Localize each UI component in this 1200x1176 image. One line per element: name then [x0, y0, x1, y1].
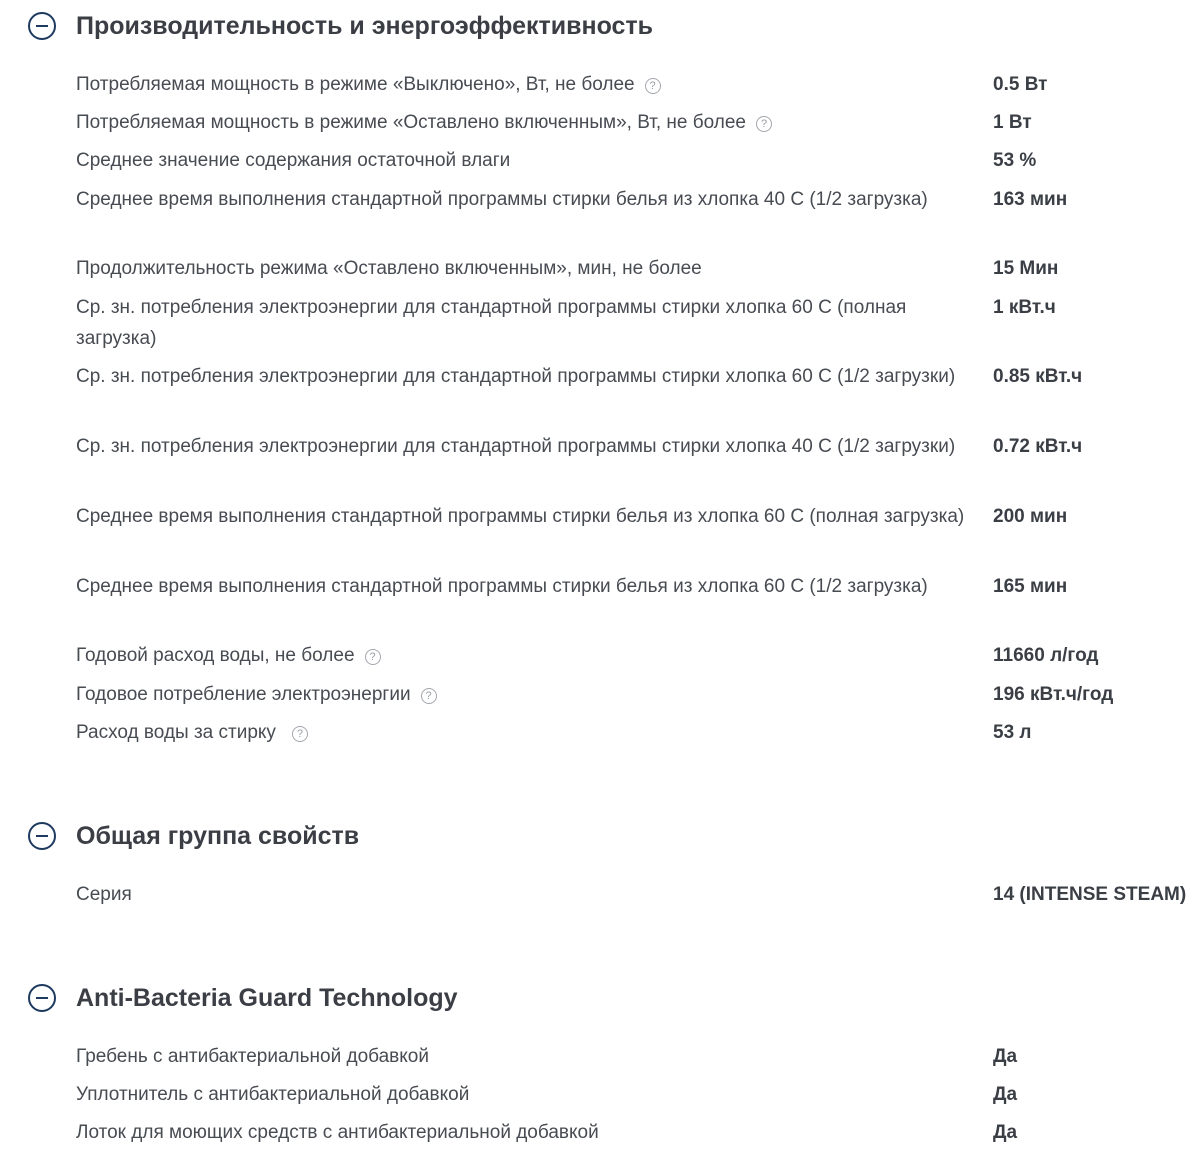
spec-value: Да: [993, 1122, 1018, 1143]
help-question-icon[interactable]: ?: [756, 116, 772, 132]
spec-label: Серия: [76, 884, 132, 905]
help-question-icon[interactable]: ?: [365, 649, 381, 665]
spec-value: 0.72 кВт.ч: [993, 436, 1083, 457]
spec-value: 53 л: [993, 722, 1032, 743]
spec-label: Ср. зн. потребления электроэнергии для стандартной программы стирки хлопка 60 С (1/2 загрузки): [76, 366, 956, 387]
spec-value: 165 мин: [993, 576, 1068, 597]
spec-value: 14 (INTENSE STEAM): [993, 884, 1187, 905]
spec-value: 200 мин: [993, 506, 1068, 527]
spec-label: Ср. зн. потребления электроэнергии для стандартной программы стирки хлопка 60 С (полная загрузка): [76, 297, 907, 349]
spec-value: 11660 л/год: [993, 645, 1099, 666]
spec-label: [76, 69, 971, 100]
spec-value: Да: [993, 1046, 1018, 1067]
spec-label: [76, 640, 971, 671]
spec-label-text: Годовой расход воды, не более: [76, 645, 355, 666]
spec-value: 1 Вт: [993, 112, 1032, 133]
spec-value: 15 Мин: [993, 258, 1059, 279]
spec-label: [76, 717, 971, 748]
help-question-icon[interactable]: ?: [645, 78, 661, 94]
help-question-icon[interactable]: ?: [421, 688, 437, 704]
spec-label: Уплотнитель с антибактериальной добавкой: [76, 1084, 470, 1105]
spec-label-text: Расход воды за стирку: [76, 722, 276, 743]
spec-label: [76, 107, 971, 138]
spec-label-text: Потребляемая мощность в режиме «Оставлено включенным», Вт, не более: [76, 112, 746, 133]
spec-value: 0.85 кВт.ч: [993, 366, 1083, 387]
spec-label: Гребень с антибактериальной добавкой: [76, 1046, 429, 1067]
collapse-minus-icon[interactable]: [28, 12, 56, 40]
section-title: Anti-Bacteria Guard Technology: [76, 983, 458, 1012]
section-title: Производительность и энергоэффективность: [76, 11, 654, 40]
spec-label: Среднее значение содержания остаточной влаги: [76, 150, 511, 171]
spec-label: Среднее время выполнения стандартной программы стирки белья из хлопка 60 С (1/2 загрузка): [76, 576, 928, 597]
section-header[interactable]: [28, 10, 653, 42]
collapse-minus-icon[interactable]: [28, 822, 56, 850]
help-question-icon[interactable]: ?: [292, 726, 308, 742]
spec-value: 53 %: [993, 150, 1037, 171]
spec-label: Ср. зн. потребления электроэнергии для стандартной программы стирки хлопка 40 С (1/2 загрузки): [76, 436, 956, 457]
spec-value: 0.5 Вт: [993, 74, 1048, 95]
section-header[interactable]: [28, 820, 359, 852]
spec-label: Продолжительность режима «Оставлено включенным», мин, не более: [76, 258, 702, 279]
section-title: Общая группа свойств: [76, 821, 360, 850]
spec-label-text: Потребляемая мощность в режиме «Выключено», Вт, не более: [76, 74, 635, 95]
collapse-minus-icon[interactable]: [28, 984, 56, 1012]
spec-value: 163 мин: [993, 189, 1068, 210]
spec-label: [76, 679, 971, 710]
spec-label: Среднее время выполнения стандартной программы стирки белья из хлопка 60 С (полная загрузка): [76, 506, 965, 527]
section-header[interactable]: [28, 982, 458, 1014]
spec-value: Да: [993, 1084, 1018, 1105]
spec-value: 196 кВт.ч/год: [993, 684, 1114, 705]
spec-label-text: Годовое потребление электроэнергии: [76, 684, 411, 705]
spec-label: Лоток для моющих средств с антибактериальной добавкой: [76, 1122, 599, 1143]
spec-value: 1 кВт.ч: [993, 297, 1056, 318]
spec-label: Среднее время выполнения стандартной программы стирки белья из хлопка 40 С (1/2 загрузка): [76, 189, 928, 210]
